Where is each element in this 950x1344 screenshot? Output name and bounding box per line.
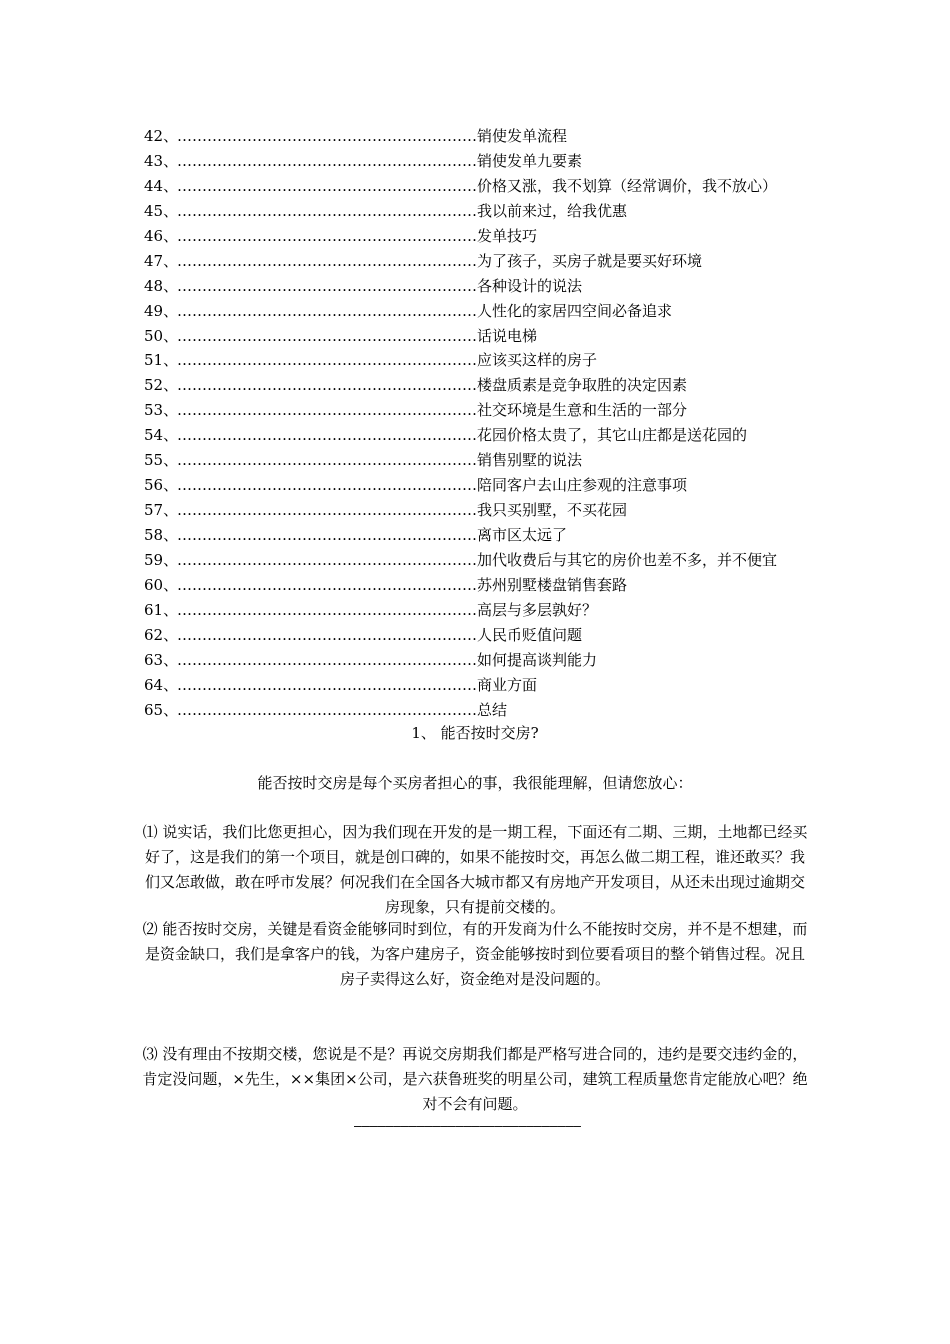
toc-entry-number: 51、 (144, 351, 179, 370)
toc-entry (144, 698, 824, 723)
toc-entry-leader-dots: …………………………………………………… (177, 276, 477, 295)
toc-entry-title: 加代收费后与其它的房价也差不多，并不便宜 (477, 550, 778, 569)
toc-entry-leader-dots: …………………………………………………… (177, 426, 477, 445)
toc-entry (144, 274, 824, 299)
toc-entry-title: 花园价格太贵了，其它山庄都是送花园的 (477, 426, 748, 445)
paragraph-3: ⑶ 没有理由不按期交楼，您说是不是？再说交房期我们都是严格写进合同的，违约是要交违约金的，肯定没问题，×先生，××集团×公司，是六获鲁班奖的明星公司，建筑工程质量您肯定能放心吧？绝对不会有问题。 (142, 1045, 808, 1113)
toc-entry (144, 498, 824, 523)
toc-entry-leader-dots: …………………………………………………… (177, 550, 477, 569)
toc-entry-number: 63、 (144, 650, 179, 669)
toc-entry (144, 373, 824, 398)
toc-entry-title: 如何提高谈判能力 (477, 650, 598, 669)
toc-entry-number: 50、 (144, 326, 179, 345)
toc-entry (144, 548, 824, 573)
toc-entry-title: 我以前来过，给我优惠 (477, 201, 628, 220)
toc-entry (144, 249, 824, 274)
toc-entry-leader-dots: …………………………………………………… (177, 526, 477, 544)
toc-entry (144, 149, 824, 174)
toc-entry (144, 473, 824, 498)
toc-entry-number: 49、 (144, 301, 179, 320)
toc-entry-leader-dots: …………………………………………………… (177, 501, 477, 520)
toc-entry-number: 57、 (144, 501, 179, 520)
toc-entry-title: 为了孩子，买房子就是要买好环境 (477, 251, 703, 270)
toc-entry-number: 54、 (144, 426, 179, 445)
toc-entry-title: 离市区太远了 (477, 526, 568, 544)
paragraph-2: ⑵ 能否按时交房，关键是看资金能够同时到位，有的开发商为什么不能按时交房，并不是不想建，而是资金缺口，我们是拿客户的钱，为客户建房子，资金能够按时到位要看项目的整个销售过程。况且房子卖得这么好，资金绝对是没问题的。 (142, 920, 808, 988)
toc-entry-leader-dots: …………………………………………………… (177, 700, 477, 719)
section-heading: 1、 能否按时交房? (411, 724, 539, 742)
toc-entry (144, 623, 824, 648)
toc-entry-number: 47、 (144, 251, 179, 270)
toc-entry-leader-dots: …………………………………………………… (177, 251, 477, 270)
toc-entry-title: 价格又涨，我不划算（经常调价，我不放心） (477, 176, 778, 195)
toc-entry (144, 598, 824, 623)
toc-entry-number: 56、 (144, 476, 179, 495)
toc-entry (144, 673, 824, 698)
toc-entry-number: 44、 (144, 176, 179, 195)
toc-entry-title: 商业方面 (477, 675, 538, 694)
toc-entry-title: 发单技巧 (477, 226, 538, 245)
toc-entry-title: 我只买别墅，不买花园 (477, 501, 628, 520)
toc-entry-number: 42、 (144, 127, 179, 145)
toc-entry (144, 299, 824, 324)
toc-entry-number: 61、 (144, 600, 179, 619)
table-of-contents (144, 124, 824, 723)
section-intro: 能否按时交房是每个买房者担心的事，我很能理解，但请您放心： (257, 774, 693, 792)
toc-entry-number: 58、 (144, 526, 179, 544)
toc-entry-number: 65、 (144, 700, 179, 719)
toc-entry-title: 应该买这样的房子 (477, 351, 598, 370)
toc-entry (144, 199, 824, 224)
toc-entry-number: 62、 (144, 625, 179, 644)
toc-entry-leader-dots: …………………………………………………… (177, 176, 477, 195)
toc-entry-title: 各种设计的说法 (477, 276, 583, 295)
toc-entry-number: 52、 (144, 376, 179, 395)
toc-entry-leader-dots: …………………………………………………… (177, 575, 477, 594)
toc-entry-title: 销使发单流程 (477, 127, 568, 145)
toc-entry-number: 45、 (144, 201, 179, 220)
toc-entry (144, 124, 824, 149)
toc-entry-number: 60、 (144, 575, 179, 594)
toc-entry-leader-dots: …………………………………………………… (177, 326, 477, 345)
toc-entry (144, 523, 824, 548)
toc-entry-title: 高层与多层孰好？ (477, 600, 598, 619)
toc-entry (144, 648, 824, 673)
paragraph-1: ⑴ 说实话，我们比您更担心，因为我们现在开发的是一期工程，下面还有二期、三期，土地都已经买好了，这是我们的第一个项目，就是创口碑的，如果不能按时交，再怎么做二期工程，谁还敢买？我们又怎敢做，敢在呼市发展？何况我们在全国各大城市都又有房地产开发项目，从还未出现过逾期交房现象，只有提前交楼的。 (142, 823, 808, 916)
toc-entry-leader-dots: …………………………………………………… (177, 127, 477, 145)
toc-entry-title: 陪同客户去山庄参观的注意事项 (477, 476, 688, 495)
toc-entry-title: 苏州别墅楼盘销售套路 (477, 575, 628, 594)
toc-entry-number: 59、 (144, 550, 179, 569)
toc-entry-leader-dots: …………………………………………………… (177, 151, 477, 170)
toc-entry-leader-dots: …………………………………………………… (177, 401, 477, 420)
toc-entry-title: 话说电梯 (477, 326, 538, 345)
toc-entry (144, 448, 824, 473)
toc-entry-number: 53、 (144, 401, 179, 420)
toc-entry-number: 46、 (144, 226, 179, 245)
toc-entry (144, 174, 824, 199)
toc-entry-title: 总结 (477, 700, 508, 719)
divider-line: ————————————————————————————— (354, 1119, 581, 1134)
toc-entry (144, 224, 824, 249)
toc-entry-title: 社交环境是生意和生活的一部分 (477, 401, 688, 420)
toc-entry-leader-dots: …………………………………………………… (177, 625, 477, 644)
toc-entry-title: 销售别墅的说法 (477, 451, 583, 470)
toc-entry-title: 销使发单九要素 (477, 151, 583, 170)
toc-entry-leader-dots: …………………………………………………… (177, 675, 477, 694)
toc-entry-number: 43、 (144, 151, 179, 170)
toc-entry-number: 64、 (144, 675, 179, 694)
toc-entry (144, 573, 824, 598)
toc-entry-leader-dots: …………………………………………………… (177, 476, 477, 495)
toc-entry-title: 人性化的家居四空间必备追求 (477, 301, 673, 320)
toc-entry (144, 348, 824, 373)
toc-entry-leader-dots: …………………………………………………… (177, 650, 477, 669)
toc-entry-leader-dots: …………………………………………………… (177, 301, 477, 320)
toc-entry-title: 楼盘质素是竞争取胜的决定因素 (477, 376, 688, 395)
toc-entry-number: 48、 (144, 276, 179, 295)
toc-entry (144, 398, 824, 423)
toc-entry (144, 324, 824, 349)
toc-entry-number: 55、 (144, 451, 179, 470)
toc-entry-leader-dots: …………………………………………………… (177, 600, 477, 619)
toc-entry-leader-dots: …………………………………………………… (177, 351, 477, 370)
toc-entry-leader-dots: …………………………………………………… (177, 376, 477, 395)
toc-entry-leader-dots: …………………………………………………… (177, 201, 477, 220)
toc-entry (144, 423, 824, 448)
toc-entry-leader-dots: …………………………………………………… (177, 226, 477, 245)
toc-entry-leader-dots: …………………………………………………… (177, 451, 477, 470)
toc-entry-title: 人民币贬值问题 (477, 625, 583, 644)
